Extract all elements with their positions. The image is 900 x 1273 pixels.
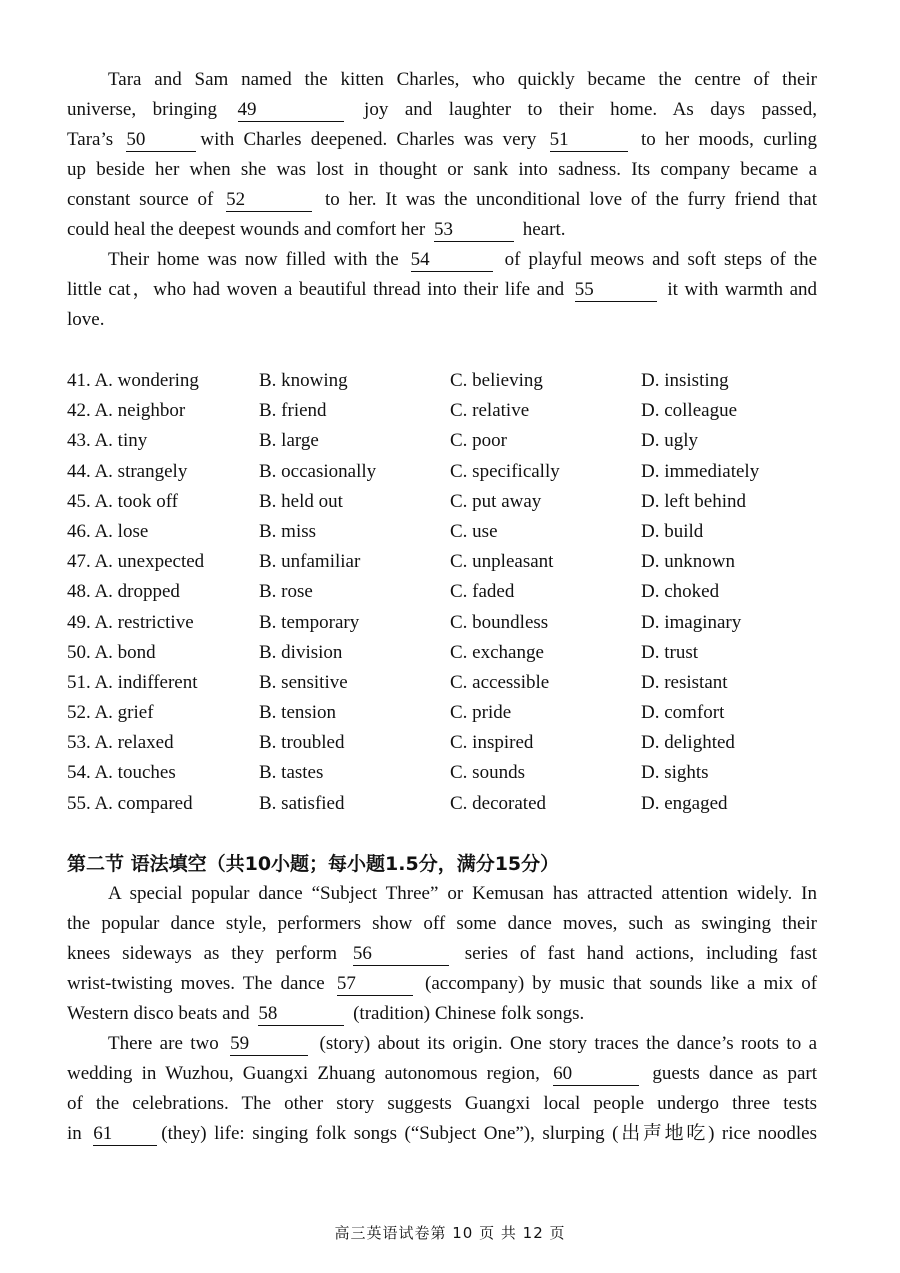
option-b: B. rose bbox=[259, 581, 313, 603]
text-line: love. bbox=[67, 309, 105, 330]
option-row bbox=[67, 366, 827, 396]
option-c: C. use bbox=[450, 520, 498, 542]
option-a: 51. A. indifferent bbox=[67, 671, 198, 693]
option-row bbox=[67, 638, 827, 668]
option-b: B. tension bbox=[259, 702, 337, 724]
section-heading: 第二节 语法填空（共10小题；每小题1.5分，满分15分） bbox=[67, 853, 560, 875]
blank-60: 60 bbox=[553, 1063, 639, 1086]
text-line: wedding in Wuzhou, Guangxi Zhuang autonomous region, 60 guests dance as part bbox=[67, 1063, 818, 1084]
option-row bbox=[67, 577, 827, 607]
option-a: 41. A. wondering bbox=[67, 370, 199, 391]
option-b: B. troubled bbox=[259, 732, 345, 754]
option-row bbox=[67, 789, 827, 819]
option-b: B. tastes bbox=[259, 762, 324, 784]
option-b: B. friend bbox=[259, 400, 327, 422]
option-a: 49. A. restrictive bbox=[67, 611, 194, 633]
text-line: constant source of 52 to her. It was the unconditional love of the furry friend that bbox=[67, 189, 818, 210]
option-a: 47. A. unexpected bbox=[67, 551, 205, 573]
blank-59: 59 bbox=[230, 1033, 308, 1056]
option-row bbox=[67, 728, 827, 758]
option-row bbox=[67, 487, 827, 517]
option-d: D. left behind bbox=[641, 490, 747, 512]
option-row bbox=[67, 668, 827, 698]
grammar-paragraph-2 bbox=[67, 1029, 817, 1149]
option-row bbox=[67, 608, 827, 638]
page-footer: 高三英语试卷第 10 页 共 12 页 bbox=[334, 1224, 566, 1242]
option-c: C. inspired bbox=[450, 732, 534, 754]
option-b: B. miss bbox=[259, 520, 317, 542]
blank-58: 58 bbox=[258, 1003, 344, 1026]
blank-61: 61 bbox=[93, 1123, 157, 1146]
text-line: A special popular dance “Subject Three” or Kemusan has attracted attention widely. In bbox=[108, 883, 817, 904]
option-a: 54. A. touches bbox=[67, 762, 176, 784]
option-c: C. accessible bbox=[450, 671, 550, 693]
blank-54: 54 bbox=[411, 249, 493, 272]
blank-50: 50 bbox=[126, 129, 196, 152]
text-line: Their home was now filled with the 54 of playful meows and soft steps of the bbox=[108, 249, 818, 270]
option-b: B. sensitive bbox=[259, 671, 348, 693]
text-line: Western disco beats and 58 (tradition) Chinese folk songs. bbox=[67, 1003, 585, 1024]
option-d: D. comfort bbox=[641, 702, 725, 724]
option-d: D. colleague bbox=[641, 400, 738, 422]
option-d: D. choked bbox=[641, 581, 720, 603]
option-row bbox=[67, 396, 827, 426]
passage-paragraph-1 bbox=[67, 65, 817, 245]
passage-paragraph-2 bbox=[67, 245, 817, 335]
text-line: up beside her when she was lost in thought or sank into sadness. Its company became a bbox=[67, 159, 817, 180]
blank-49: 49 bbox=[238, 99, 344, 122]
option-c: C. pride bbox=[450, 702, 512, 724]
option-a: 46. A. lose bbox=[67, 520, 149, 542]
option-b: B. occasionally bbox=[259, 460, 377, 482]
option-c: C. sounds bbox=[450, 762, 525, 784]
option-c: C. put away bbox=[450, 490, 542, 512]
text-line: could heal the deepest wounds and comfort her 53 heart. bbox=[67, 219, 566, 240]
blank-52: 52 bbox=[226, 189, 312, 212]
option-d: D. immediately bbox=[641, 460, 760, 482]
text-line: little cat，who had woven a beautiful thread into their life and 55 it with warmth and bbox=[67, 279, 818, 300]
option-a: 43. A. tiny bbox=[67, 430, 148, 452]
option-d: D. build bbox=[641, 520, 704, 542]
blank-57: 57 bbox=[337, 973, 413, 996]
blank-55: 55 bbox=[575, 279, 657, 302]
option-d: D. unknown bbox=[641, 551, 735, 573]
option-a: 55. A. compared bbox=[67, 792, 193, 814]
option-row bbox=[67, 547, 827, 577]
option-c: C. decorated bbox=[450, 792, 547, 814]
option-d: D. imaginary bbox=[641, 611, 742, 633]
option-a: 44. A. strangely bbox=[67, 460, 188, 482]
option-b: B. satisfied bbox=[259, 792, 345, 814]
text-line: There are two 59 (story) about its origin. One story traces the dance’s roots to a bbox=[108, 1033, 818, 1054]
option-c: C. exchange bbox=[450, 641, 544, 663]
option-d: D. delighted bbox=[641, 732, 735, 754]
option-c: C. believing bbox=[450, 370, 543, 391]
option-c: C. poor bbox=[450, 430, 507, 452]
text-line: Tara’s 50 with Charles deepened. Charles was very 51 to her moods, curling bbox=[67, 129, 818, 150]
option-a: 48. A. dropped bbox=[67, 581, 180, 603]
option-c: C. unpleasant bbox=[450, 551, 554, 573]
blank-51: 51 bbox=[550, 129, 628, 152]
option-c: C. boundless bbox=[450, 611, 549, 633]
option-a: 42. A. neighbor bbox=[67, 400, 186, 422]
text-line: wrist-twisting moves. The dance 57 (accompany) by music that sounds like a mix of bbox=[67, 973, 818, 994]
option-b: B. unfamiliar bbox=[259, 551, 361, 573]
option-d: D. insisting bbox=[641, 370, 729, 391]
option-c: C. faded bbox=[450, 581, 515, 603]
option-b: B. held out bbox=[259, 490, 343, 512]
text-line: knees sideways as they perform 56 series of fast hand actions, including fast bbox=[67, 943, 817, 964]
option-a: 53. A. relaxed bbox=[67, 732, 174, 754]
text-line: Tara and Sam named the kitten Charles, who quickly became the centre of their bbox=[108, 69, 817, 90]
text-line: universe, bringing 49 joy and laughter to their home. As days passed, bbox=[67, 99, 817, 120]
option-b: B. division bbox=[259, 641, 343, 663]
blank-53: 53 bbox=[434, 219, 514, 242]
option-d: D. engaged bbox=[641, 792, 728, 814]
option-d: D. ugly bbox=[641, 430, 698, 452]
grammar-paragraph-1 bbox=[67, 879, 817, 1029]
option-b: B. large bbox=[259, 430, 319, 452]
text-line: the popular dance style, performers show off some dance moves, such as swinging their bbox=[67, 913, 817, 934]
option-row bbox=[67, 457, 827, 487]
text-line: in 61 (they) life: singing folk songs (“Subject One”), slurping (出声地吃) rice noodles bbox=[67, 1123, 817, 1144]
option-c: C. specifically bbox=[450, 460, 560, 482]
option-row bbox=[67, 758, 827, 788]
blank-56: 56 bbox=[353, 943, 449, 966]
option-c: C. relative bbox=[450, 400, 530, 422]
option-row bbox=[67, 698, 827, 728]
option-a: 45. A. took off bbox=[67, 490, 179, 512]
text-line: of the celebrations. The other story suggests Guangxi local people undergo three tests bbox=[67, 1093, 817, 1114]
option-a: 52. A. grief bbox=[67, 702, 154, 724]
option-b: B. temporary bbox=[259, 611, 360, 633]
option-d: D. sights bbox=[641, 762, 709, 784]
options-list bbox=[67, 366, 827, 819]
option-row bbox=[67, 517, 827, 547]
option-b: B. knowing bbox=[259, 370, 348, 391]
option-d: D. trust bbox=[641, 641, 698, 663]
option-row bbox=[67, 426, 827, 456]
option-a: 50. A. bond bbox=[67, 641, 156, 663]
option-d: D. resistant bbox=[641, 671, 728, 693]
